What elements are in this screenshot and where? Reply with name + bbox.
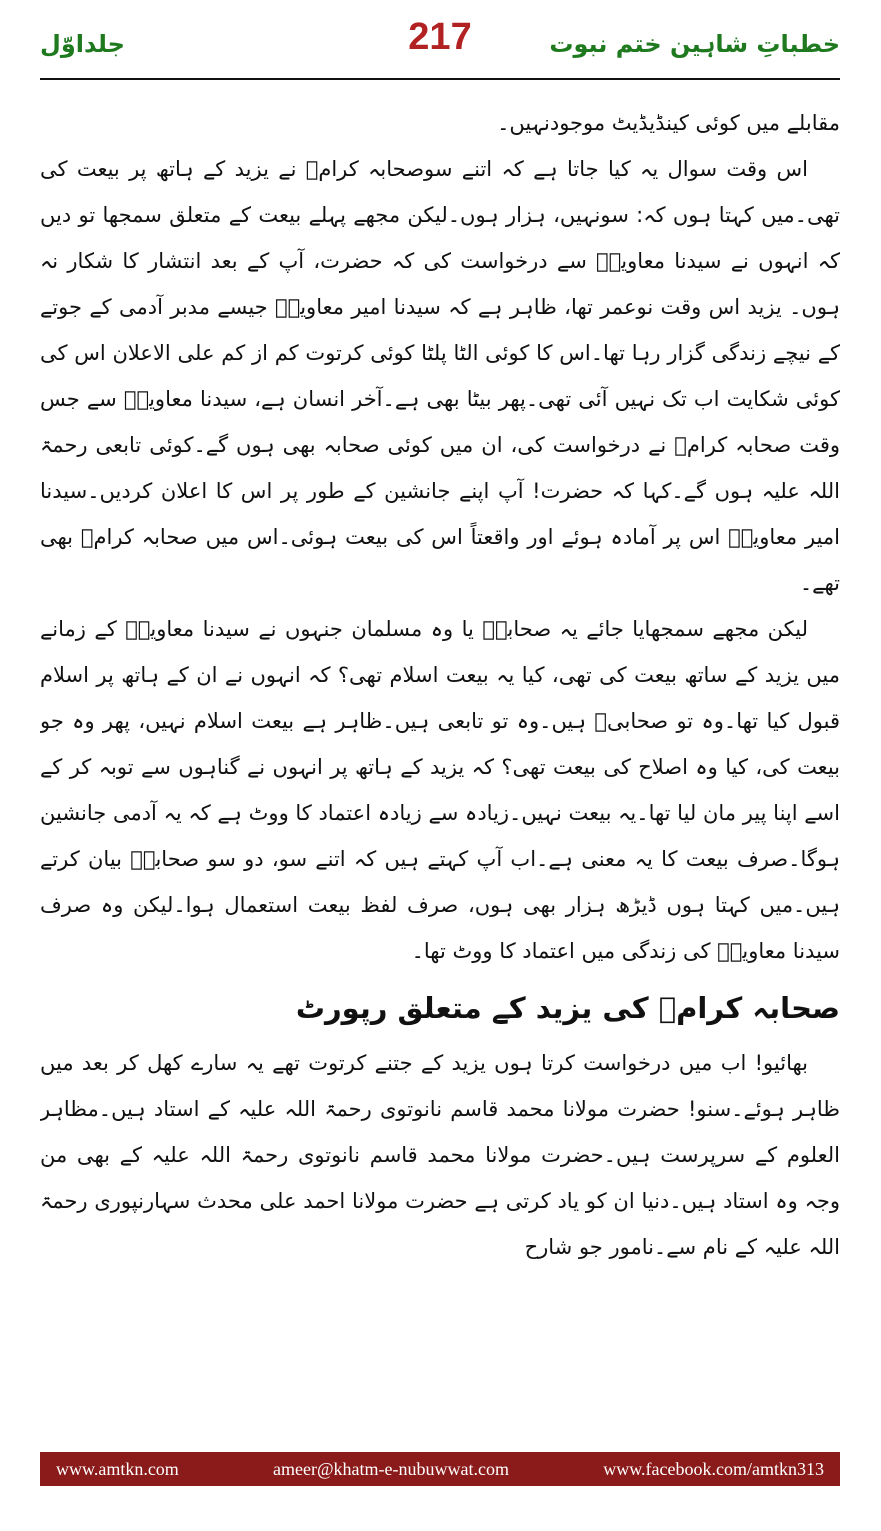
page-body — [40, 100, 840, 1420]
facebook-link[interactable]: www.facebook.com/amtkn313 — [603, 1458, 824, 1479]
paragraph-1: مقابلے میں کوئی کینڈیڈیٹ موجودنہیں۔ — [497, 111, 840, 135]
page-number: 217 — [408, 16, 472, 58]
volume-label: جلداوّل — [40, 30, 125, 58]
paragraph-2: اس وقت سوال یہ کیا جاتا ہے کہ اتنے سوصحابہ کرامؓ نے یزید کے ہاتھ پر بیعت کی تھی۔میں کہتا ہوں کہ: سونہیں، ہزار ہوں۔لیکن مجھے پہلے بیعت کے متعلق سمجھا تو دیں کہ انہوں نے سیدنا معاویہؓ سے درخواست کی کہ حضرت، آپ کے بعد انتشار کا شکار نہ ہوں۔ یزید اس وقت نوعمر تھا، ظاہر ہے کہ سیدنا امیر معاویہؓ جیسے مدبر آدمی کے جوتے کے نیچے زندگی گزار رہا تھا۔اس کا کوئی الٹا پلٹا کوئی کرتوت کم از کم علی الاعلان اس کی کوئی شکایت اب تک نہیں آئی تھی۔پھر بیٹا بھی ہے۔آخر انسان ہے، سیدنا معاویہؓ سے جس وقت صحابہ کرامؓ نے درخواست کی، ان میں کوئی صحابہ بھی ہوں گے۔کوئی تابعی رحمۃ اللہ علیہ ہوں گے۔کہا کہ حضرت! آپ اپنے جانشین کے طور پر اس کا اعلان کردیں۔سیدنا امیر معاویہؓ اس پر آمادہ ہوئے اور واقعتاً اس کی بیعت ہوئی۔اس میں صحابہ کرامؓ بھی تھے۔ — [40, 157, 840, 595]
website-link[interactable]: www.amtkn.com — [56, 1458, 179, 1479]
book-title: خطباتِ شاہین ختم نبوت — [549, 30, 840, 58]
email-link[interactable]: ameer@khatm-e-nubuwwat.com — [273, 1458, 510, 1479]
section-heading: صحابہ کرامؓ کی یزید کے متعلق رپورٹ — [295, 991, 840, 1025]
paragraph-3: لیکن مجھے سمجھایا جائے یہ صحابہؓ یا وہ مسلمان جنہوں نے سیدنا معاویہؓ کے زمانے میں یزید کے ساتھ بیعت کی تھی، کیا یہ بیعت اسلام تھی؟ کہ انہوں نے ان کے ہاتھ پر اسلام قبول کیا تھا۔وہ تو صحابیؓ ہیں۔وہ تو تابعی ہیں۔ظاہر ہے بیعت اسلام نہیں، پھر وہ جو بیعت کی، کیا وہ اصلاح کی بیعت تھی؟ کہ یزید کے ہاتھ پر انہوں نے گناہوں سے توبہ کر کے اسے اپنا پیر مان لیا تھا۔یہ بیعت نہیں۔زیادہ سے زیادہ اعتماد کا ووٹ ہے کہ یہ آدمی جانشین ہوگا۔صرف بیعت کا یہ معنی ہے۔اب آپ کہتے ہیں کہ اتنے سو، دو سو صحابہؓ بیان کرتے ہیں۔میں کہتا ہوں ڈیڑھ ہزار بھی ہوں، صرف لفظ بیعت استعمال ہوا۔لیکن وہ صرف سیدنا معاویہؓ کی زندگی میں اعتماد کا ووٹ تھا۔ — [40, 617, 840, 963]
footer-bar — [40, 1452, 840, 1486]
header-divider — [40, 78, 840, 80]
paragraph-4: بھائیو! اب میں درخواست کرتا ہوں یزید کے جتنے کرتوت تھے یہ سارے کھل کر بعد میں ظاہر ہوئے۔سنو! حضرت مولانا محمد قاسم نانوتوی رحمۃ اللہ علیہ کے استاد ہیں۔مظاہر العلوم کے سرپرست ہیں۔حضرت مولانا محمد قاسم نانوتوی رحمۃ اللہ علیہ کے بھی من وجہ وہ استاد ہیں۔دنیا ان کو یاد کرتی ہے حضرت مولانا احمد علی محدث سہارنپوری رحمۃ اللہ علیہ کے نام سے۔نامور جو شارح — [40, 1051, 840, 1259]
page-header — [40, 14, 840, 74]
